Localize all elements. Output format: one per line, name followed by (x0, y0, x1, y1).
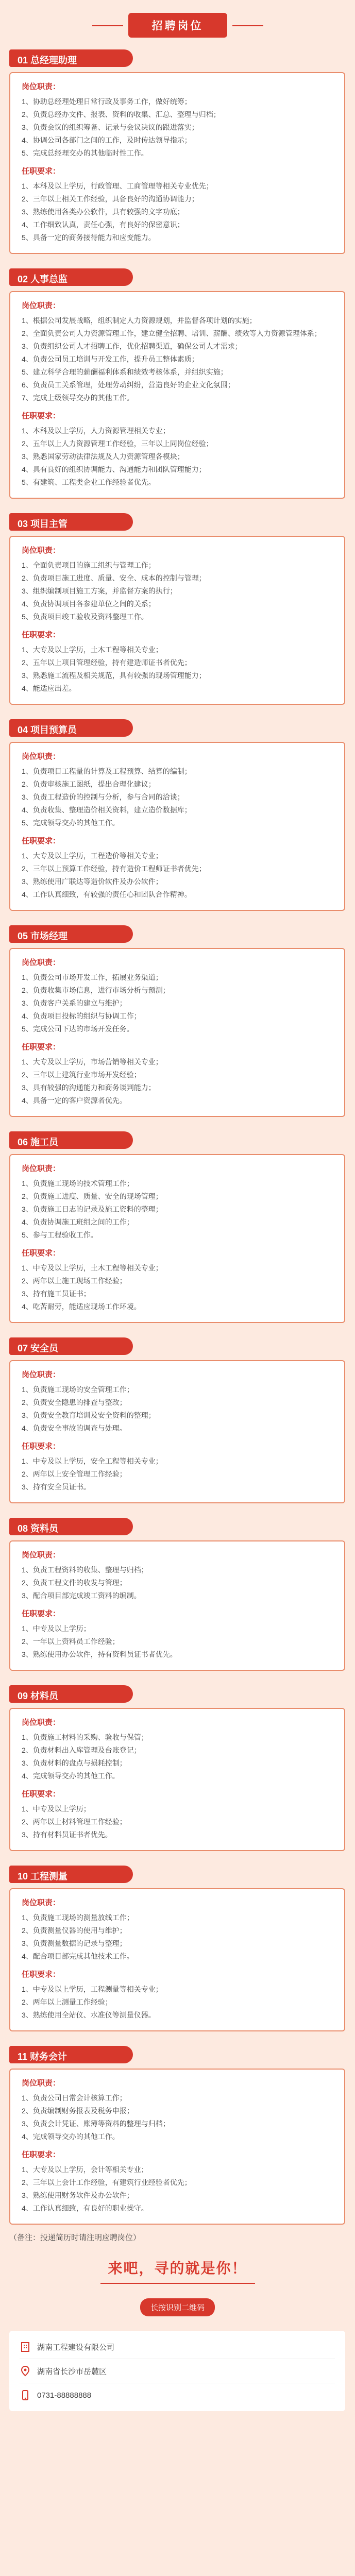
responsibility-item: 3、负责会议的组织筹备、记录与会议决议的跟进落实； (22, 123, 199, 131)
responsibility-item: 2、负责总经办文件、报表、资料的收集、汇总、整理与归档； (22, 110, 221, 118)
job-section (0, 1682, 355, 1851)
responsibility-item: 2、负责工程文件的收发与管理； (22, 1579, 127, 1587)
job-section-header (9, 265, 345, 289)
job-card (9, 1360, 345, 1503)
requirements-label: 任职要求： (22, 837, 61, 845)
phone-icon (20, 2389, 31, 2401)
responsibilities-label: 岗位职责： (22, 2079, 61, 2088)
requirement-item: 4、具有良好的组织协调能力、沟通能力和团队管理能力； (22, 465, 206, 473)
job-title: 04 项目预算员 (18, 725, 77, 735)
responsibility-item: 3、负责工程造价的控制与分析，参与合同的洽谈； (22, 793, 184, 801)
sections-container (0, 46, 355, 2225)
job-section-header (9, 1128, 345, 1152)
page-title: 招聘岗位 (128, 13, 227, 38)
requirement-item: 3、持有安全员证书。 (22, 1483, 91, 1491)
requirement-item: 4、具备一定的客户资源者优先。 (22, 1096, 127, 1105)
requirement-item: 5、有建筑、工程类企业工作经验者优先。 (22, 478, 156, 486)
requirements-label: 任职要求： (22, 1442, 61, 1451)
responsibility-item: 3、负责材料的盘点与损耗控制； (22, 1759, 127, 1767)
responsibilities-label: 岗位职责： (22, 546, 61, 555)
job-section-header (9, 922, 345, 946)
contact-company-row (20, 2335, 335, 2359)
requirement-item: 1、中专及以上学历，安全工程等相关专业； (22, 1457, 163, 1465)
requirements-label: 任职要求： (22, 1609, 61, 1618)
job-card (9, 2069, 345, 2225)
responsibility-item: 1、全面负责项目的施工组织与管理工作； (22, 561, 156, 569)
requirement-item: 2、两年以上测量工作经验； (22, 1998, 112, 2006)
responsibility-item: 1、负责施工现场的技术管理工作； (22, 1179, 134, 1188)
qr-button[interactable]: 长按识别二维码 (140, 2298, 215, 2316)
requirement-item: 4、能适应出差。 (22, 684, 76, 692)
job-section-header (9, 716, 345, 740)
cta-area (0, 2257, 355, 2316)
responsibilities-label: 岗位职责： (22, 1164, 61, 1173)
responsibility-item: 1、负责公司市场开发工作，拓展业务渠道； (22, 973, 163, 981)
requirement-item: 3、持有材料员证书者优先。 (22, 1831, 112, 1839)
requirements-label: 任职要求： (22, 167, 61, 176)
requirement-item: 1、大专及以上学历，土木工程等相关专业； (22, 646, 163, 654)
requirement-item: 1、中专及以上学历； (22, 1805, 91, 1813)
responsibility-item: 3、负责施工日志的记录及施工资料的整理； (22, 1205, 163, 1213)
responsibility-item: 1、负责工程资料的收集、整理与归档； (22, 1566, 148, 1574)
responsibility-item: 2、负责材料出入库管理及台账登记； (22, 1746, 141, 1754)
requirement-item: 5、具备一定的商务接待能力和应变能力。 (22, 233, 156, 242)
responsibility-item: 1、负责公司日常会计核算工作； (22, 2094, 127, 2102)
requirement-item: 1、中专及以上学历，工程测量等相关专业； (22, 1985, 163, 1993)
responsibility-item: 3、组织编制项目施工方案，并监督方案的执行； (22, 587, 177, 595)
job-section (0, 2043, 355, 2225)
job-title: 08 资料员 (18, 1523, 59, 1534)
responsibilities-label: 岗位职责： (22, 1551, 61, 1560)
requirement-item: 1、大专及以上学历，工程造价等相关专业； (22, 852, 163, 860)
responsibility-item: 2、负责审核施工图纸，提出合理化建议； (22, 780, 156, 788)
job-card (9, 536, 345, 705)
responsibility-item: 2、负责收集市场信息，进行市场分析与预测； (22, 986, 170, 994)
requirement-item: 4、工作认真细致，有较强的责任心和团队合作精神。 (22, 890, 192, 899)
requirement-item: 2、五年以上项目管理经验，持有建造师证书者优先； (22, 658, 192, 667)
responsibility-item: 2、负责编制财务报表及税务申报； (22, 2107, 134, 2115)
building-icon (20, 2341, 31, 2352)
job-section (0, 46, 355, 254)
job-title: 09 材料员 (18, 1691, 59, 1701)
requirement-item: 3、持有施工员证书； (22, 1290, 91, 1298)
job-section (0, 1128, 355, 1323)
responsibility-item: 4、负责收集、整理造价相关资料，建立造价数据库； (22, 806, 192, 814)
requirements-label: 任职要求： (22, 1249, 61, 1258)
contact-address-row (20, 2359, 335, 2383)
cta-text: 来吧，寻的就是你！ (108, 2260, 247, 2276)
job-section (0, 1862, 355, 2031)
responsibility-item: 3、负责组织公司人才招聘工作，优化招聘渠道，确保公司人才需求； (22, 342, 242, 350)
requirement-item: 2、五年以上人力资源管理工作经验，三年以上同岗位经验； (22, 439, 213, 448)
job-section-header (9, 46, 345, 70)
requirement-item: 3、熟练使用各类办公软件，具有较强的文字功底； (22, 208, 184, 216)
responsibility-item: 2、负责安全隐患的排查与整改； (22, 1398, 127, 1406)
job-card (9, 948, 345, 1117)
job-section (0, 265, 355, 499)
responsibility-item: 5、完成领导交办的其他工作。 (22, 819, 120, 827)
requirement-item: 2、三年以上会计工作经验，有建筑行业经验者优先； (22, 2178, 192, 2187)
job-section (0, 1334, 355, 1503)
requirement-item: 2、两年以上安全管理工作经验； (22, 1470, 127, 1478)
job-card (9, 1540, 345, 1671)
responsibility-item: 1、负责项目工程量的计算及工程预算、结算的编制； (22, 767, 192, 775)
contact-phone-row (20, 2383, 335, 2407)
responsibility-item: 3、负责安全教育培训及安全资料的整理； (22, 1411, 156, 1419)
contact-card (9, 2331, 345, 2411)
requirement-item: 1、中专及以上学历，土木工程等相关专业； (22, 1264, 163, 1272)
contact-address: 湖南省长沙市岳麓区 (37, 2367, 107, 2376)
requirement-item: 3、熟练使用财务软件及办公软件； (22, 2191, 134, 2199)
contact-phone[interactable]: 0731-88888888 (37, 2391, 92, 2400)
requirement-item: 3、熟悉施工流程及相关规范，具有较强的现场管理能力； (22, 671, 206, 680)
job-card (9, 1708, 345, 1851)
requirement-item: 3、熟练使用办公软件，持有资料员证书者优先。 (22, 1650, 177, 1658)
responsibilities-label: 岗位职责： (22, 958, 61, 967)
responsibility-item: 6、负责员工关系管理，处理劳动纠纷，营造良好的企业文化氛围； (22, 381, 235, 389)
responsibility-item: 4、完成领导交办的其他工作。 (22, 2132, 120, 2141)
responsibility-item: 2、负责项目施工进度、质量、安全、成本的控制与管理； (22, 574, 206, 582)
requirement-item: 2、两年以上施工现场工作经验； (22, 1277, 127, 1285)
responsibility-item: 2、负责施工进度、质量、安全的现场管理； (22, 1192, 163, 1200)
job-section-header (9, 510, 345, 534)
responsibility-item: 2、负责测量仪器的使用与维护； (22, 1926, 127, 1935)
responsibility-item: 5、负责项目竣工验收及资料整理工作。 (22, 613, 148, 621)
job-section-header (9, 1515, 345, 1538)
responsibility-item: 3、负责测量数据的记录与整理； (22, 1939, 127, 1947)
responsibility-item: 4、配合项目部完成其他技术工作。 (22, 1952, 134, 1960)
requirement-item: 1、本科及以上学历，人力资源管理相关专业； (22, 427, 170, 435)
requirement-item: 4、吃苦耐劳，能适应现场工作环境。 (22, 1302, 141, 1311)
requirement-item: 2、一年以上资料员工作经验； (22, 1637, 120, 1646)
job-title: 01 总经理助理 (18, 55, 77, 65)
job-card (9, 291, 345, 499)
requirements-label: 任职要求： (22, 1970, 61, 1979)
job-section (0, 510, 355, 705)
responsibility-item: 3、负责客户关系的建立与维护； (22, 999, 127, 1007)
requirements-label: 任职要求： (22, 1043, 61, 1052)
responsibility-item: 1、根据公司发展战略，组织制定人力资源规划，并监督各项计划的实施； (22, 316, 257, 325)
job-title: 02 人事总监 (18, 274, 68, 284)
responsibility-item: 1、负责施工现场的安全管理工作； (22, 1385, 134, 1394)
responsibilities-label: 岗位职责： (22, 1718, 61, 1727)
responsibility-item: 5、完成公司下达的市场开发任务。 (22, 1025, 134, 1033)
responsibility-item: 4、负责项目投标的组织与协调工作； (22, 1012, 141, 1020)
job-section-header (9, 2043, 345, 2066)
job-section-header (9, 1334, 345, 1358)
job-section-header (9, 1862, 345, 1886)
responsibility-item: 5、完成总经理交办的其他临时性工作。 (22, 149, 148, 157)
requirement-item: 2、三年以上预算工作经验，持有造价工程师证书者优先； (22, 865, 206, 873)
job-section (0, 922, 355, 1117)
requirement-item: 4、工作认真细致，有良好的职业操守。 (22, 2204, 148, 2212)
job-card (9, 742, 345, 911)
requirement-item: 2、三年以上建筑行业市场开发经验； (22, 1071, 141, 1079)
requirement-item: 3、熟练使用全站仪、水准仪等测量仪器。 (22, 2011, 156, 2019)
job-card (9, 1888, 345, 2031)
contact-company: 湖南工程建设有限公司 (37, 2343, 115, 2352)
requirements-label: 任职要求： (22, 412, 61, 420)
responsibility-item: 4、协调公司各部门之间的工作，及时传达领导指示； (22, 136, 192, 144)
responsibility-item: 2、全面负责公司人力资源管理工作，建立健全招聘、培训、薪酬、绩效等人力资源管理体系； (22, 329, 322, 337)
requirement-item: 3、熟练使用广联达等造价软件及办公软件； (22, 877, 163, 886)
job-title: 11 财务会计 (18, 2052, 67, 2062)
responsibility-item: 1、负责施工现场的测量放线工作； (22, 1913, 134, 1922)
requirement-item: 3、具有较强的沟通能力和商务谈判能力； (22, 1083, 156, 1092)
job-section-header (9, 1682, 345, 1706)
job-title: 03 项目主管 (18, 519, 68, 529)
responsibility-item: 3、负责会计凭证、账簿等资料的整理与归档； (22, 2120, 170, 2128)
responsibility-item: 7、完成上级领导交办的其他工作。 (22, 394, 134, 402)
responsibility-item: 3、配合项目部完成竣工资料的编制。 (22, 1591, 141, 1600)
responsibilities-label: 岗位职责： (22, 752, 61, 761)
note: （备注：投递简历时请注明应聘岗位） (9, 2233, 141, 2242)
requirement-item: 4、工作细致认真，责任心强，有良好的保密意识； (22, 221, 184, 229)
requirement-item: 2、三年以上相关工作经验，具备良好的沟通协调能力； (22, 195, 199, 203)
location-icon (20, 2365, 31, 2377)
responsibility-item: 4、负责安全事故的调查与处理。 (22, 1424, 127, 1432)
job-section (0, 716, 355, 911)
requirement-item: 3、熟悉国家劳动法律法规及人力资源管理各模块； (22, 452, 184, 461)
requirement-item: 1、中专及以上学历； (22, 1624, 91, 1633)
responsibilities-label: 岗位职责： (22, 1370, 61, 1379)
responsibility-item: 5、建立科学合理的薪酬福利体系和绩效考核体系，并组织实施； (22, 368, 228, 376)
responsibility-item: 1、负责施工材料的采购、验收与保管； (22, 1733, 148, 1741)
requirement-item: 1、大专及以上学历，市场营销等相关专业； (22, 1058, 163, 1066)
requirement-item: 2、两年以上材料管理工作经验； (22, 1818, 127, 1826)
responsibility-item: 1、协助总经理处理日常行政及事务工作，做好统筹； (22, 97, 192, 106)
responsibility-item: 5、参与工程验收工作。 (22, 1231, 98, 1239)
job-title: 10 工程测量 (18, 1871, 68, 1882)
responsibility-item: 4、负责协调项目各参建单位之间的关系； (22, 600, 156, 608)
responsibilities-label: 岗位职责： (22, 301, 61, 310)
header (0, 0, 355, 46)
requirements-label: 任职要求： (22, 631, 61, 639)
requirements-label: 任职要求： (22, 1790, 61, 1799)
responsibility-item: 4、负责公司员工培训与开发工作，提升员工整体素质； (22, 355, 199, 363)
requirement-item: 1、本科及以上学历，行政管理、工商管理等相关专业优先； (22, 182, 213, 190)
responsibilities-label: 岗位职责： (22, 82, 61, 91)
responsibility-item: 4、负责协调施工班组之间的工作； (22, 1218, 134, 1226)
cta-divider (100, 2283, 255, 2284)
job-title: 05 市场经理 (18, 931, 68, 941)
requirements-label: 任职要求： (22, 2150, 61, 2159)
job-title: 07 安全员 (18, 1343, 59, 1353)
job-section (0, 1515, 355, 1671)
requirement-item: 1、大专及以上学历，会计等相关专业； (22, 2165, 148, 2174)
job-card (9, 1154, 345, 1323)
job-title: 06 施工员 (18, 1137, 59, 1147)
responsibilities-label: 岗位职责： (22, 1899, 61, 1907)
job-card (9, 72, 345, 254)
responsibility-item: 4、完成领导交办的其他工作。 (22, 1772, 120, 1780)
